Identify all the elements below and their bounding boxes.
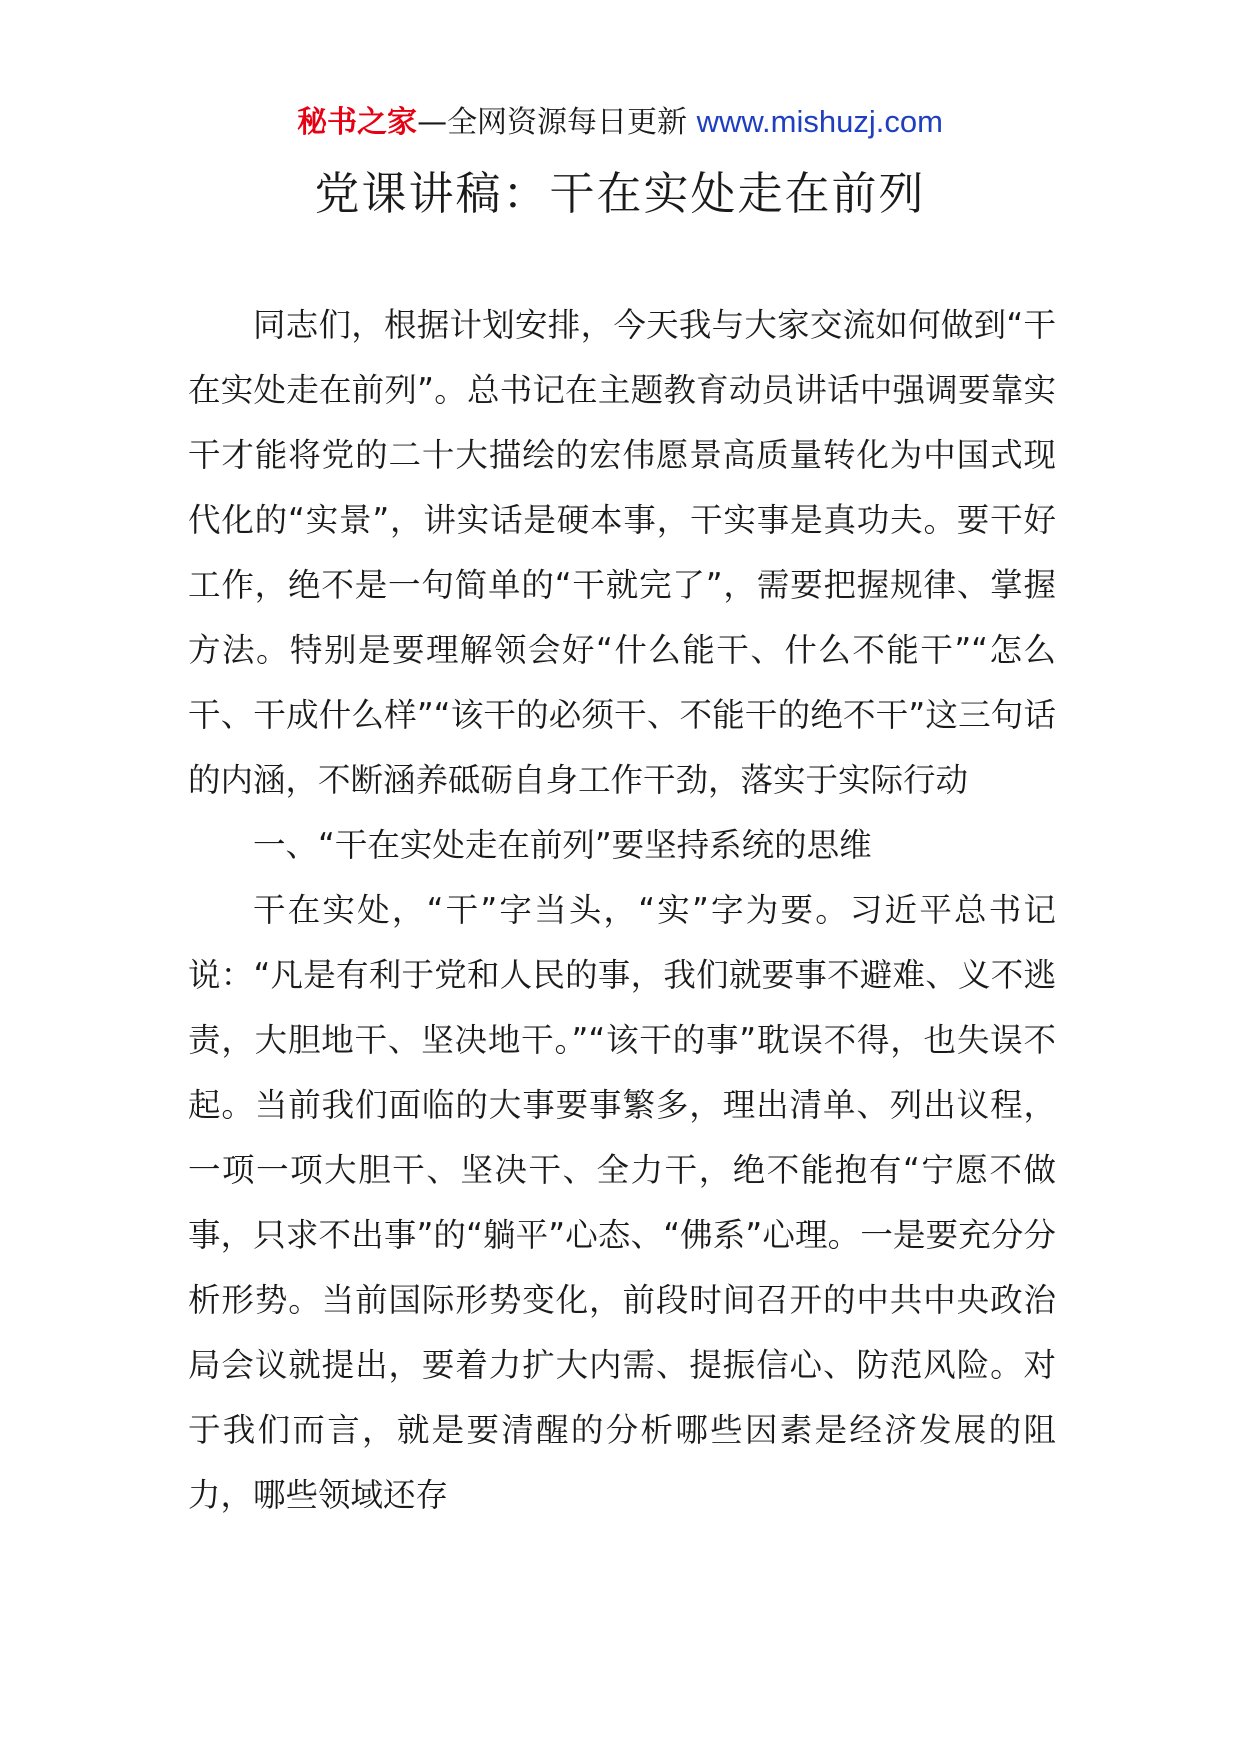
body-paragraph: 干在实处，“干”字当头，“实”字为要。习近平总书记说：“凡是有利于党和人民的事，我们就要事不避难、义不逃责，大胆地干、坚决地干。”“该干的事”耽误不得，也失误不起。当前我们面临的大事要事繁多，理出清单、列出议程，一项一项大胆干、坚决干、全力干，绝不能抱有“宁愿不做事，只求不出事”的“躺平”心态、“佛系”心理。一是要充分分析形势。当前国际形势变化，前段时间召开的中共中央政治局会议就提出，要着力扩大内需、提振信心、防范风险。对于我们而言，就是要清醒的分析哪些因素是经济发展的阻力，哪些领域还存 — [188, 891, 1056, 1514]
document-body — [188, 293, 1056, 1528]
document-title: 党课讲稿：干在实处走在前列 — [314, 167, 926, 220]
site-slogan: —全网资源每日更新 — [417, 105, 688, 140]
site-url-link[interactable]: www.mishuzj.com — [696, 104, 943, 139]
site-header — [0, 100, 1240, 145]
section-heading: 一、“干在实处走在前列”要坚持系统的思维 — [253, 826, 872, 864]
body-paragraph: 同志们，根据计划安排，今天我与大家交流如何做到“干在实处走在前列”。总书记在主题教育动员讲话中强调要靠实干才能将党的二十大描绘的宏伟愿景高质量转化为中国式现代化的“实景”，讲实话是硬本事，干实事是真功夫。要干好工作，绝不是一句简单的“干就完了”，需要把握规律、掌握方法。特别是要理解领会好“什么能干、什么不能干”“怎么干、干成什么样”“该干的必须干、不能干的绝不干”这三句话的内涵，不断涵养砥砺自身工作干劲，落实于实际行动 — [188, 306, 1056, 799]
site-brand: 秘书之家 — [297, 105, 418, 140]
